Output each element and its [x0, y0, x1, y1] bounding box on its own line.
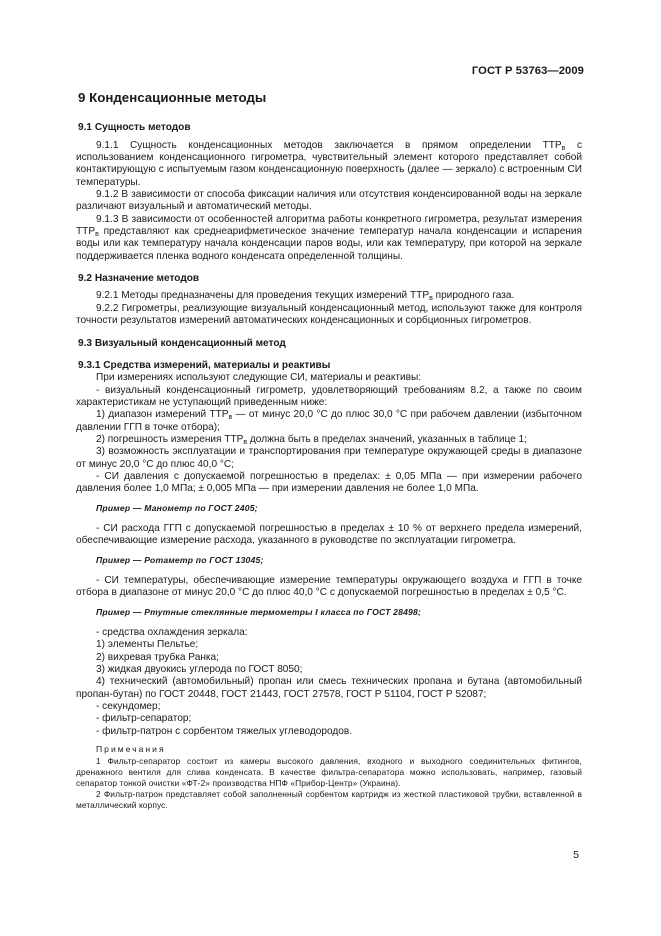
- list-item-flow: - СИ расхода ГГП с допускаемой погрешностью в пределах ± 10 % от верхнего предела измерений, обеспечивающие измерение расхода, указанного в руководстве по эксплуатации гигрометра.: [76, 522, 582, 547]
- subsection-title-9-2: 9.2 Назначение методов: [78, 273, 200, 285]
- paragraph-9-1-3: 9.1.3 В зависимости от особенностей алгоритма работы конкретного гигрометра, результат измерения $ТТР_в$ представляют как среднеарифметическое значение температур начала конденсации и испарения воды или как температуру начала конденсации паров воды, или как температуру, при которой на зеркале поддерживается пленка водного конденсата определенной толщины.: [76, 213, 582, 262]
- paragraph-9-1-2: 9.1.2 В зависимости от способа фиксации наличия или отсутствия конденсированной воды на зеркале различают визуальный и автоматический методы.: [76, 189, 582, 213]
- subscript-v: в: [243, 438, 248, 446]
- subscript-v: в: [561, 144, 566, 152]
- example-rotameter: Пример — Ротаметр по ГОСТ 13045;: [96, 554, 264, 565]
- page-content: [76, 92, 582, 811]
- example-manometer: Пример — Манометр по ГОСТ 2405;: [96, 502, 258, 513]
- document-code: ГОСТ Р 53763—2009: [471, 65, 584, 77]
- cooling-item-vortex: 2) вихревая трубка Ранка;: [96, 651, 219, 663]
- subsection-title-9-1: 9.1 Сущность методов: [78, 122, 191, 134]
- cooling-item-peltier: 1) элементы Пельтье;: [96, 639, 199, 651]
- subscript-v: в: [429, 295, 433, 303]
- paragraph-9-2-2: 9.2.2 Гигрометры, реализующие визуальный конденсационный метод, используют также для контроля точности результатов измерений автоматических конденсационных и сорбционных гигрометров.: [76, 302, 582, 327]
- cooling-item-propane: 4) технический (автомобильный) пропан или смесь технических пропана и бутана (автомобильный пропан-бутан) по ГОСТ 20448, ГОСТ 21443, ГОСТ 27578, ГОСТ Р 51104, ГОСТ Р 52087;: [76, 676, 582, 700]
- subsection-title-9-3-1: 9.3.1 Средства измерений, материалы и реактивы: [78, 359, 331, 371]
- subscript-v: в: [228, 414, 233, 422]
- list-item-cooling: - средства охлаждения зеркала:: [96, 627, 248, 639]
- cooling-item-co2: 3) жидкая двуокись углерода по ГОСТ 8050;: [96, 664, 303, 676]
- list-item-range: 1) диапазон измерений $ТТР_в$ — от минус 20,0 °С до плюс 30,0 °С при рабочем давлении (избыточном давлении ГГП в точке отбора);: [76, 409, 582, 433]
- section-title: 9 Конденсационные методы: [78, 90, 267, 105]
- example-thermometer: Пример — Ртутные стеклянные термометры I класса по ГОСТ 28498;: [96, 606, 422, 617]
- list-intro: При измерениях используют следующие СИ, материалы и реактивы:: [96, 372, 422, 384]
- page-number: 5: [573, 849, 579, 861]
- paragraph-9-1-1: 9.1.1 Сущность конденсационных методов заключается в прямом определении $ТТР_в$ с использованием конденсационного гигрометра, чувствительный элемент которого представляет собой контактирующую с испытуемым газом конденсационную поверхность (далее — зеркало) с встроенным СИ температуры.: [76, 139, 582, 188]
- note-2: 2 Фильтр-патрон представляет собой заполненный сорбентом картридж из жесткой пластиковой трубки, вставленной в металлический корпус.: [76, 789, 582, 811]
- list-item-pressure: - СИ давления с допускаемой погрешностью в пределах: ± 0,05 МПа — при измерении рабочего давления более 1,0 МПа; ± 0,005 МПа — при измерении давления не более 1,0 МПа.: [76, 470, 582, 495]
- subscript-v: в: [95, 231, 99, 239]
- notes-title: Примечания: [96, 744, 166, 755]
- list-item-operation: 3) возможность эксплуатации и транспортирования при температуре окружающей среды в диапазоне от минус 20,0 °С до плюс 40,0 °С;: [76, 446, 582, 470]
- subsection-title-9-3: 9.3 Визуальный конденсационный метод: [78, 337, 286, 349]
- list-item-filter-cartridge: - фильтр-патрон с сорбентом тяжелых углеводородов.: [96, 725, 353, 737]
- list-item-error: 2) погрешность измерения $ТТР_в$ должна быть в пределах значений, указанных в таблице 1;: [96, 433, 527, 446]
- list-item-stopwatch: - секундомер;: [96, 701, 161, 713]
- list-item-hygrometer: - визуальный конденсационный гигрометр, удовлетворяющий требованиям 8.2, а также по своим характеристикам не уступающий приведенным ниже:: [76, 384, 582, 408]
- list-item-temperature: - СИ температуры, обеспечивающие измерение температуры окружающего воздуха и ГГП в точке отбора в диапазоне от минус 20,0 °С до плюс 40,0 °С с допускаемой погрешностью в пределах ± 0,5 °С.: [76, 575, 582, 599]
- paragraph-9-2-1: 9.2.1 Методы предназначены для проведения текущих измерений $ТТР_в$ природного газа.: [96, 290, 515, 303]
- note-1: 1 Фильтр-сепаратор состоит из камеры высокого давления, входного и выходного соединительных фитингов, дренажного вентиля для слива конденсата. В качестве фильтра-сепаратора можно использовать, например, газовый сепаратор тонкой очистки «ФТ-2» производства НПФ «Прибор-Центр» (Украина).: [76, 756, 582, 789]
- list-item-filter-separator: - фильтр-сепаратор;: [96, 713, 192, 725]
